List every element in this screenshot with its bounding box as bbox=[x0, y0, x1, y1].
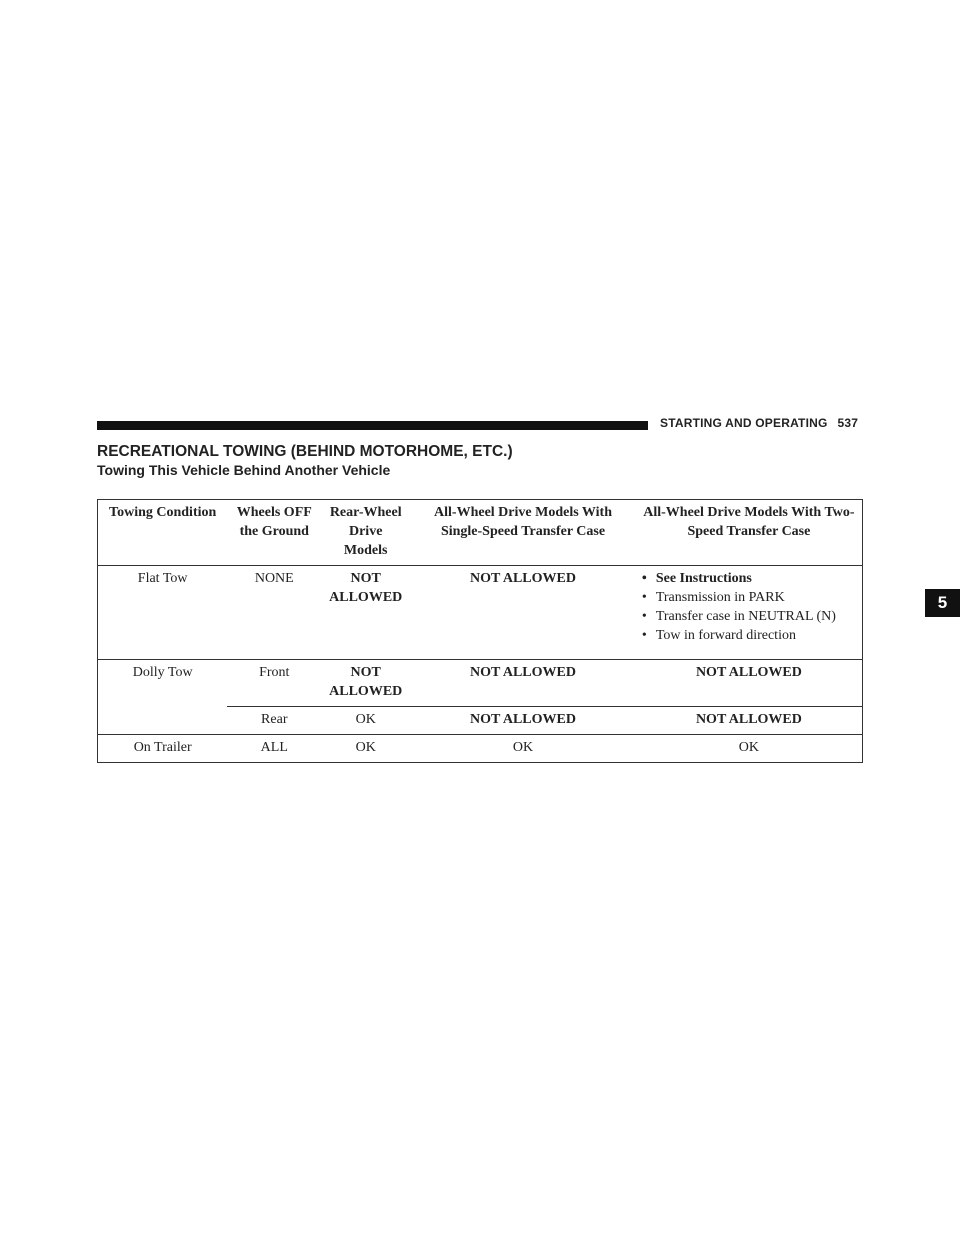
col-header-rwd: Rear-Wheel Drive Models bbox=[321, 500, 410, 566]
cell-condition: Flat Tow bbox=[98, 566, 228, 660]
list-item: • Tow in forward direction bbox=[642, 626, 856, 645]
cell-awd-single: NOT ALLOWED bbox=[410, 660, 636, 707]
cell-awd-two bbox=[636, 566, 863, 660]
cell-rwd: OK bbox=[321, 735, 410, 763]
section-title: RECREATIONAL TOWING (BEHIND MOTORHOME, ETC.) bbox=[97, 443, 513, 460]
col-header-wheels: Wheels OFF the Ground bbox=[227, 500, 321, 566]
chapter-tab: 5 bbox=[925, 589, 960, 617]
header-rule bbox=[97, 421, 648, 430]
cell-awd-two: NOT ALLOWED bbox=[636, 660, 863, 707]
cell-awd-two: OK bbox=[636, 735, 863, 763]
cell-condition: On Trailer bbox=[98, 735, 228, 763]
table-row bbox=[98, 735, 863, 763]
table-header-row bbox=[98, 500, 863, 566]
list-item: • See Instructions bbox=[642, 569, 856, 588]
table-row bbox=[98, 660, 863, 707]
col-header-condition: Towing Condition bbox=[98, 500, 228, 566]
cell-awd-single: NOT ALLOWED bbox=[410, 566, 636, 660]
cell-wheels: Rear bbox=[227, 707, 321, 735]
cell-awd-two: NOT ALLOWED bbox=[636, 707, 863, 735]
cell-awd-single: NOT ALLOWED bbox=[410, 707, 636, 735]
cell-condition: Dolly Tow bbox=[98, 660, 228, 735]
cell-wheels: NONE bbox=[227, 566, 321, 660]
list-item: • Transfer case in NEUTRAL (N) bbox=[642, 607, 856, 626]
table-row bbox=[98, 566, 863, 660]
col-header-awd-single: All-Wheel Drive Models With Single-Speed Transfer Case bbox=[410, 500, 636, 566]
list-item: • Transmission in PARK bbox=[642, 588, 856, 607]
cell-wheels: ALL bbox=[227, 735, 321, 763]
instruction-list bbox=[642, 569, 856, 645]
page-number: 537 bbox=[837, 416, 859, 430]
cell-awd-single: OK bbox=[410, 735, 636, 763]
cell-wheels: Front bbox=[227, 660, 321, 707]
cell-rwd: OK bbox=[321, 707, 410, 735]
col-header-awd-two: All-Wheel Drive Models With Two-Speed Transfer Case bbox=[636, 500, 863, 566]
running-header bbox=[660, 416, 858, 430]
section-name: STARTING AND OPERATING bbox=[660, 416, 828, 430]
towing-table bbox=[97, 499, 863, 763]
section-subtitle: Towing This Vehicle Behind Another Vehicle bbox=[97, 462, 391, 478]
cell-rwd: NOT ALLOWED bbox=[321, 566, 410, 660]
cell-rwd: NOT ALLOWED bbox=[321, 660, 410, 707]
